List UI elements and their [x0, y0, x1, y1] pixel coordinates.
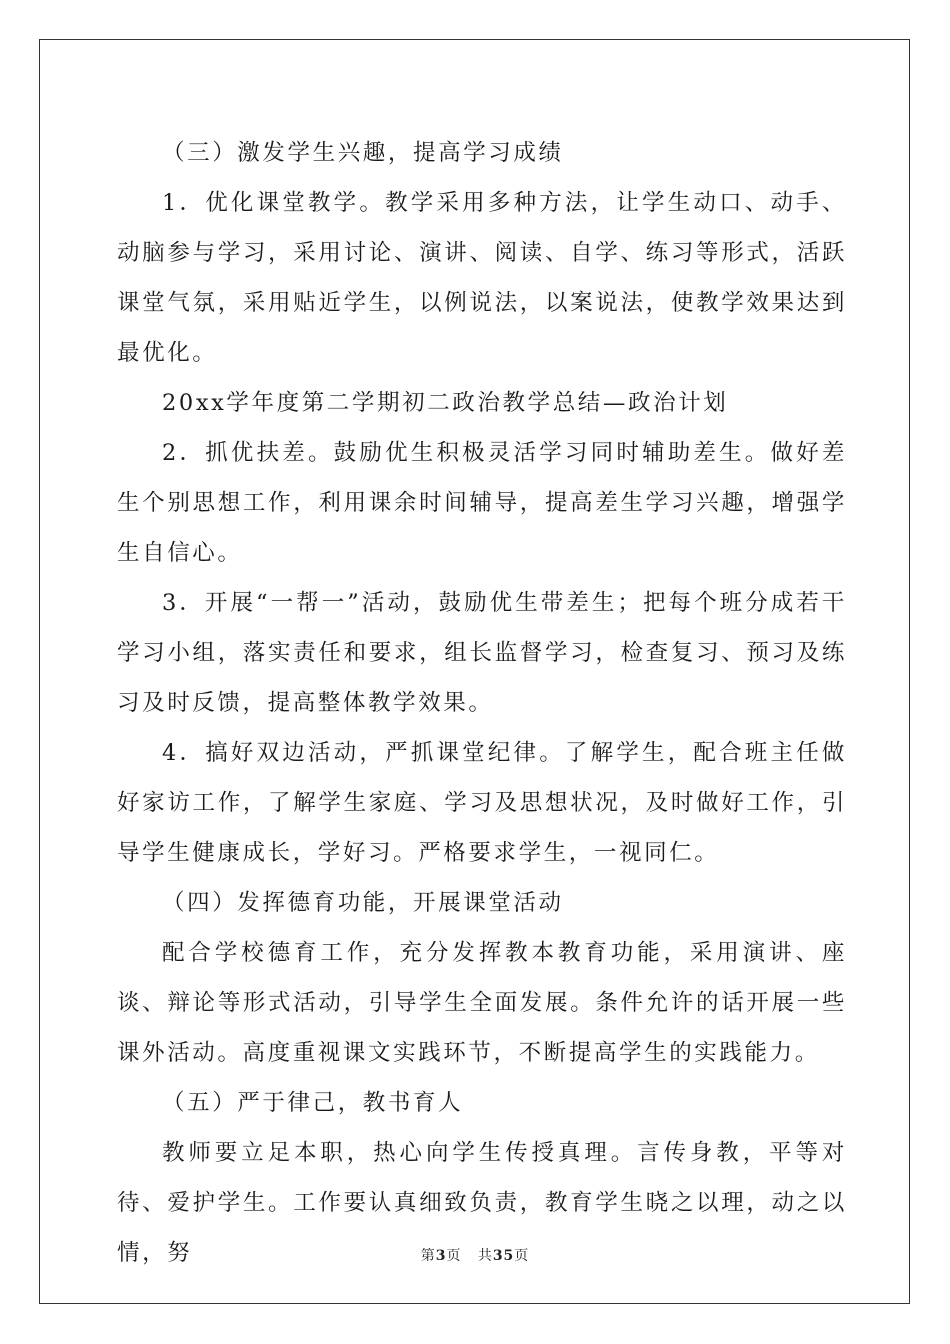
- paragraph-moral-education: 配合学校德育工作，充分发挥教本教育功能，采用演讲、座谈、辩论等形式活动，引导学生全面发展。条件允许的话开展一些课外活动。高度重视课文实践环节，不断提高学生的实践能力。: [117, 940, 847, 1066]
- footer-prefix: 第: [420, 1248, 436, 1264]
- section-heading-4: （四）发挥德育功能，开展课堂活动: [162, 890, 564, 916]
- footer-total-suffix: 页: [514, 1248, 530, 1264]
- paragraph-item-4: 4．搞好双边活动，严抓课堂纪律。了解学生，配合班主任做好家访工作，了解学生家庭、学习及思想状况，及时做好工作，引导学生健康成长，学好习。严格要求学生，一视同仁。: [117, 740, 847, 866]
- current-page-number: 3: [435, 1248, 447, 1264]
- section-heading-5: （五）严于律己，教书育人: [162, 1090, 464, 1116]
- paragraph-teacher-conduct: 教师要立足本职，热心向学生传授真理。言传身教，平等对待、爱护学生。工作要认真细致负责，教育学生晓之以理，动之以情，努: [117, 1140, 847, 1266]
- paragraph-title-line: 20xx学年度第二学期初二政治教学总结—政治计划: [162, 390, 729, 416]
- page-footer: [0, 1245, 950, 1265]
- total-pages-number: 35: [492, 1248, 515, 1264]
- paragraph-item-1: 1．优化课堂教学。教学采用多种方法，让学生动口、动手、动脑参与学习，采用讨论、演讲、阅读、自学、练习等形式，活跃课堂气氛，采用贴近学生，以例说法，以案说法，使教学效果达到最优化。: [117, 190, 847, 366]
- section-heading-3: （三）激发学生兴趣，提高学习成绩: [162, 140, 564, 166]
- document-body: [117, 128, 847, 1278]
- footer-page-suffix: 页: [446, 1248, 462, 1264]
- paragraph-item-3: 3．开展“一帮一”活动，鼓励优生带差生；把每个班分成若干学习小组，落实责任和要求，组长监督学习，检查复习、预习及练习及时反馈，提高整体教学效果。: [117, 590, 847, 716]
- paragraph-item-2: 2．抓优扶差。鼓励优生积极灵活学习同时辅助差生。做好差生个别思想工作，利用课余时间辅导，提高差生学习兴趣，增强学生自信心。: [117, 440, 847, 566]
- footer-total-prefix: 共: [477, 1248, 493, 1264]
